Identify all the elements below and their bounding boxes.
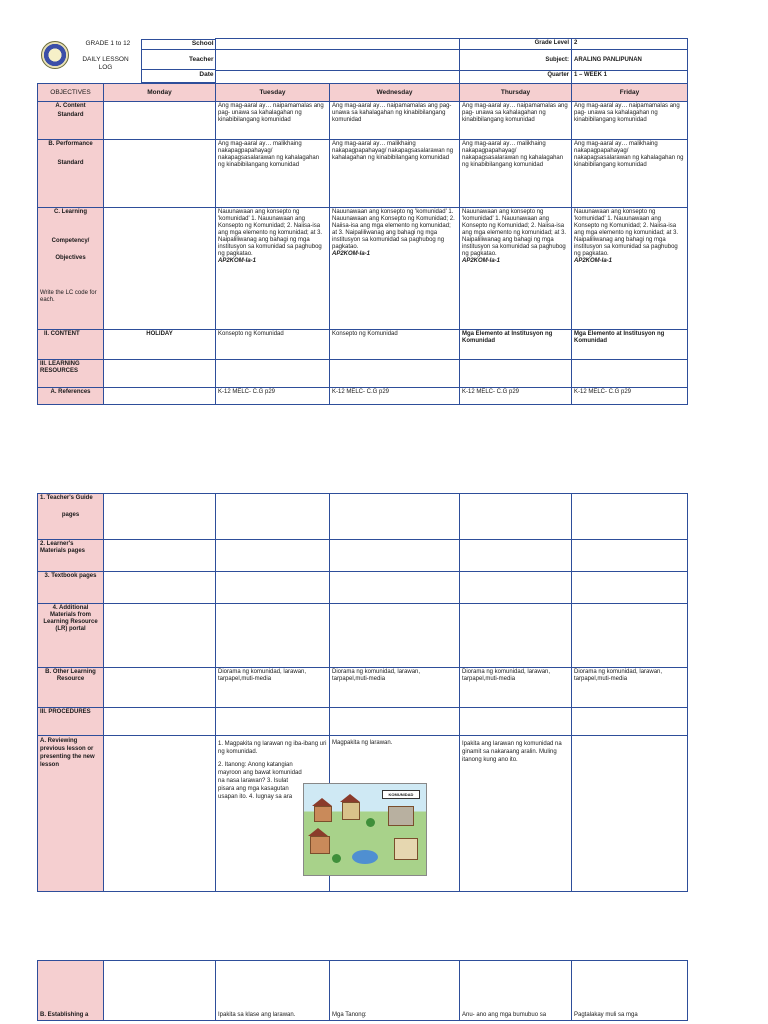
content-tue: Konsepto ng Komunidad [216,329,330,359]
references-tue: K-12 MELC- C.G p29 [216,387,330,404]
review-wed: Magpakita ng larawan. [330,736,460,892]
roof-shape [312,798,332,806]
tree-shape [366,818,375,827]
am-mon[interactable] [104,604,216,668]
competency-label-d: Write the LC code for each. [40,289,97,303]
learning-resources-label: III. LEARNING RESOURCES [38,359,104,387]
lr-wed [330,359,460,387]
performance-standard-tue: Ang mag-aaral ay… malikhaing nakapagpapahayag/ nakapagsasalarawan ng kahalagahan ng kinabibilangang komunidad [216,139,330,207]
quarter-value: 1 – WEEK 1 [572,71,688,83]
competency-wed [330,207,460,329]
content-standard-mon [104,101,216,139]
content-standard-tue: Ang mag-aaral ay… naipamamalas ang pag- unawa sa kahalagahan ng kinabibilangang komunidad [216,101,330,139]
tb-fri[interactable] [572,572,688,604]
tb-mon[interactable] [104,572,216,604]
establishing-tue [216,961,330,1021]
references-fri: K-12 MELC- C.G p29 [572,387,688,404]
other-resource-wed: Diorama ng komunidad, larawan, tarpapel,muti-media [330,668,460,708]
establishing-wed-text: Mga Tanong: [332,1012,367,1018]
content-wed: Konsepto ng Komunidad [330,329,460,359]
references-label: A. References [38,387,104,404]
performance-standard-label-b: Standard [57,159,84,166]
references-thu: K-12 MELC- C.G p29 [460,387,572,404]
roof-shape [340,794,360,802]
lc-code: AP2KOM-Ia-1 [332,250,371,257]
establishing-cell [38,961,104,1021]
monday-header: Monday [104,83,216,101]
teachers-guide-label-a: 1. Teacher's Guide [40,495,93,501]
proc-fri [572,708,688,736]
establishing-thu [460,961,572,1021]
lm-tue[interactable] [216,540,330,572]
content-mon: HOLIDAY [104,329,216,359]
lm-thu[interactable] [460,540,572,572]
tg-tue[interactable] [216,494,330,540]
competency-label-b: Competency/ [51,237,90,244]
am-thu[interactable] [460,604,572,668]
header-block [38,39,216,84]
lesson-log-table-page3 [37,960,688,1021]
quarter-label: Quarter [460,71,572,83]
grade-level-label: Grade Level [460,39,572,50]
teacher-label: Teacher [189,55,214,63]
wednesday-header: Wednesday [330,83,460,101]
tg-fri[interactable] [572,494,688,540]
tb-tue[interactable] [216,572,330,604]
content-standard-fri: Ang mag-aaral ay… naipamamalas ang pag- unawa sa kahalagahan ng kinabibilangang komunidad [572,101,688,139]
tg-thu[interactable] [460,494,572,540]
performance-standard-label [38,139,104,207]
competency-label [38,207,104,329]
grade-range: GRADE 1 to 12 [85,39,131,47]
deped-seal-icon [41,41,69,69]
performance-standard-fri: Ang mag-aaral ay… malikhaing nakapagpapahayag/ nakapagsasalarawan ng kahalagahan ng kinabibilangang komunidad [572,139,688,207]
grade-level-value: 2 [572,39,688,50]
content-standard-label-b: Standard [57,111,84,118]
tg-mon[interactable] [104,494,216,540]
teachers-guide-label [38,494,104,540]
establishing-thu-text: Anu- ano ang mga bumubuo sa [462,1012,547,1018]
lr-fri [572,359,688,387]
references-wed: K-12 MELC- C.G p29 [330,387,460,404]
competency-fri [572,207,688,329]
performance-standard-label-a: B. Performance [48,140,93,147]
references-mon [104,387,216,404]
review-tue-2: 2. Itanong: Anong katangian mayroon ang bawat komunidad na nasa larawan? 3. Isulat pisara ang mga kasagutan usapan ito. 4. Iugnay sa ara [218,762,302,800]
proc-tue [216,708,330,736]
performance-standard-wed: Ang mag-aaral ay… malikhaing nakapagpapahayag/ nakapagsasalarawan ng kahalagahan ng kinabibilangang komunidad [330,139,460,207]
other-resource-tue: Diorama ng komunidad, larawan, tarpapel,muti-media [216,668,330,708]
competency-tue [216,207,330,329]
review-thu: Ipakita ang larawan ng komunidad na ginamit sa nakaraang aralin. Muling itanong kung ano ito. [460,736,572,892]
establishing-fri [572,961,688,1021]
competency-text: Nauunawaan ang konsepto ng 'komunidad' 1. Nauunawaan ang Konsepto ng Komunidad; 2. Naiisa-isa ang mga elemento ng komunidad; at 3. Naipaliliwanag ang bahagi ng mga institusyon sa komunidad sa paghubog ng pagkatao. [218,208,323,257]
thursday-header: Thursday [460,83,572,101]
lm-mon[interactable] [104,540,216,572]
school-label: School [191,39,214,47]
teacher-value[interactable] [216,50,460,71]
tb-wed[interactable] [330,572,460,604]
tuesday-header: Tuesday [216,83,330,101]
establishing-wed [330,961,460,1021]
tree-shape [332,854,341,863]
house-shape [342,802,360,820]
proc-wed [330,708,460,736]
lm-wed[interactable] [330,540,460,572]
community-picture [303,783,427,876]
additional-materials-label: 4. Additional Materials from Learning Resource (LR) portal [38,604,104,668]
subject-label: Subject: [460,50,572,71]
house-shape [310,836,330,854]
performance-standard-mon [104,139,216,207]
pond-shape [352,850,378,864]
performance-standard-thu: Ang mag-aaral ay… malikhaing nakapagpapahayag/ nakapagsasalarawan ng kahalagahan ng kinabibilangang komunidad [460,139,572,207]
lr-mon [104,359,216,387]
lc-code: AP2KOM-Ia-1 [574,257,613,264]
lc-code: AP2KOM-Ia-1 [218,257,257,264]
establishing-fri-text: Pagtalakay muli sa mga [574,1012,638,1018]
textbook-label: 3. Textbook pages [38,572,104,604]
reviewing-label: A. Reviewing previous lesson or presenting the new lesson [38,736,104,892]
content-standard-thu: Ang mag-aaral ay… naipamamalas ang pag- unawa sa kahalagahan ng kinabibilangang komunidad [460,101,572,139]
tb-thu[interactable] [460,572,572,604]
establishing-tue-text: Ipakita sa klase ang larawan. [218,1012,296,1018]
log-title: DAILY LESSON LOG [82,55,129,71]
school-value[interactable] [216,39,460,50]
competency-thu [460,207,572,329]
community-sign: KOMUNIDAD [382,790,420,799]
competency-text: Nauunawaan ang konsepto ng 'komunidad' 1. Nauunawaan ang Konsepto ng Komunidad; 2. Naiisa-isa ang mga elemento ng komunidad; at 3. Naipaliliwanag ang bahagi ng mga institusyon sa komunidad sa paghubog ng pagkatao. [462,208,567,257]
tg-wed[interactable] [330,494,460,540]
lesson-log-table-page1 [37,38,688,405]
friday-header: Friday [572,83,688,101]
date-label: Date [199,70,214,78]
lc-code: AP2KOM-Ia-1 [462,257,501,264]
lm-fri[interactable] [572,540,688,572]
objectives-header: OBJECTIVES [38,83,104,101]
other-resource-label: B. Other Learning Resource [38,668,104,708]
proc-mon [104,708,216,736]
other-resource-fri: Diorama ng komunidad, larawan, tarpapel,muti-media [572,668,688,708]
establishing-label: B. Establishing a [40,1012,89,1018]
lr-thu [460,359,572,387]
date-value[interactable] [216,71,460,83]
content-label: II. CONTENT [38,329,104,359]
content-fri: Mga Elemento at Institusyon ng Komunidad [572,329,688,359]
am-tue[interactable] [216,604,330,668]
review-tue-1: 1. Magpakita ng larawan ng iba-ibang uri ng komunidad. [218,741,327,755]
other-resource-mon [104,668,216,708]
content-standard-wed: Ang mag-aaral ay… naipamamalas ang pag- unawa sa kahalagahan ng kinabibilangang komunidad [330,101,460,139]
competency-label-a: C. Learning [53,208,87,215]
procedures-label: III. PROCEDURES [38,708,104,736]
learners-materials-label: 2. Learner's Materials pages [38,540,104,572]
roof-shape [308,828,328,836]
building-shape [394,838,418,860]
review-mon [104,736,216,892]
content-standard-label [38,101,104,139]
content-standard-label-a: A. Content [55,102,86,109]
other-resource-thu: Diorama ng komunidad, larawan, tarpapel,muti-media [460,668,572,708]
competency-text: Nauunawaan ang konsepto ng 'komunidad' 1. Nauunawaan ang Konsepto ng Komunidad; 2. Naiisa-isa ang mga elemento ng komunidad; at 3. Naipaliliwanag ang bahagi ng mga institusyon sa komunidad sa paghubog ng pagkatao. [574,208,679,257]
am-fri[interactable] [572,604,688,668]
competency-label-c: Objectives [55,254,86,261]
content-thu: Mga Elemento at Institusyon ng Komunidad [460,329,572,359]
am-wed[interactable] [330,604,460,668]
review-fri [572,736,688,892]
establishing-mon [104,961,216,1021]
competency-text: Nauunawaan ang konsepto ng 'komunidad' 1. Nauunawaan ang Konsepto ng Komunidad; 2. Naiisa-isa ang mga elemento ng komunidad; at 3. Naipaliliwanag ang bahagi ng mga institusyon sa komunidad sa paghubog ng pagkatao. [332,208,455,250]
teachers-guide-label-b: pages [61,512,80,518]
lr-tue [216,359,330,387]
subject-value: ARALING PANLIPUNAN [572,50,688,71]
house-shape [314,806,332,822]
competency-mon [104,207,216,329]
proc-thu [460,708,572,736]
building-shape [388,806,414,826]
